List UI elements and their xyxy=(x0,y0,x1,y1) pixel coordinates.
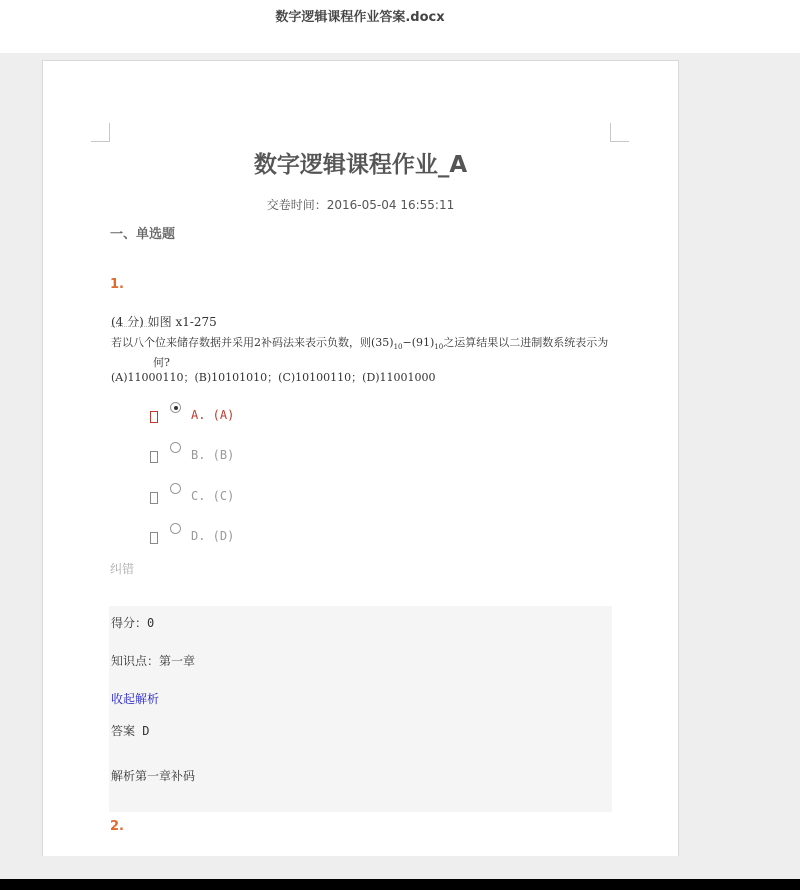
submit-time: 交卷时间：2016-05-04 16:55:11 xyxy=(266,198,455,212)
option-label: B. (B) xyxy=(191,448,235,462)
answer-text: 答案 D xyxy=(111,724,150,738)
section-heading: 一、单选题 xyxy=(110,227,176,242)
question-header-text: (4 分) 如图 x1-275 xyxy=(111,315,217,329)
collapse-analysis-link[interactable]: 收起解析 xyxy=(111,692,160,706)
radio-selected-icon[interactable] xyxy=(170,402,181,413)
top-bar xyxy=(0,0,800,53)
question-text-part: 若以八个位来储存数据并采用2补码法来表示负数，则(35) xyxy=(111,336,394,349)
option-label: C. (C) xyxy=(191,489,235,503)
question-text xyxy=(111,335,611,370)
page-corner-mark xyxy=(610,123,629,142)
option-marker-icon xyxy=(150,492,158,504)
knowledge-point: 知识点：第一章 xyxy=(111,654,196,668)
option-marker-icon xyxy=(150,451,158,463)
question-text-continuation: 何? xyxy=(153,356,170,370)
option-marker-icon xyxy=(150,411,158,423)
radio-icon[interactable] xyxy=(170,523,181,534)
question-text-part: 之运算结果以二进制数系统表示为 xyxy=(443,336,609,349)
explanation-text: 解析第一章补码 xyxy=(111,769,196,783)
subscript: 10 xyxy=(434,343,444,352)
question-text-part: −(91) xyxy=(402,336,435,349)
score-text: 得分：0 xyxy=(111,616,155,630)
option-label: D. (D) xyxy=(191,529,235,543)
document-file-title: 数字逻辑课程作业答案.docx xyxy=(275,10,445,25)
document-page xyxy=(42,60,679,862)
option-label: A. (A) xyxy=(191,408,235,422)
report-error-link[interactable]: 纠错 xyxy=(110,562,135,576)
question-choices-text: (A)11000110；(B)10101010；(C)10100110；(D)11001000 xyxy=(111,371,436,384)
bottom-bar xyxy=(0,856,800,879)
analysis-panel xyxy=(109,606,612,812)
radio-icon[interactable] xyxy=(170,483,181,494)
taskbar-strip xyxy=(0,879,800,890)
option-marker-icon xyxy=(150,532,158,544)
question-header xyxy=(111,313,217,330)
radio-icon[interactable] xyxy=(170,442,181,453)
subscript: 10 xyxy=(393,343,403,352)
dotted-mark xyxy=(111,326,157,331)
question-number: 2. xyxy=(110,819,124,834)
page-corner-mark xyxy=(91,123,110,142)
question-number: 1. xyxy=(110,277,124,292)
page-title: 数字逻辑课程作业_A xyxy=(253,152,468,178)
